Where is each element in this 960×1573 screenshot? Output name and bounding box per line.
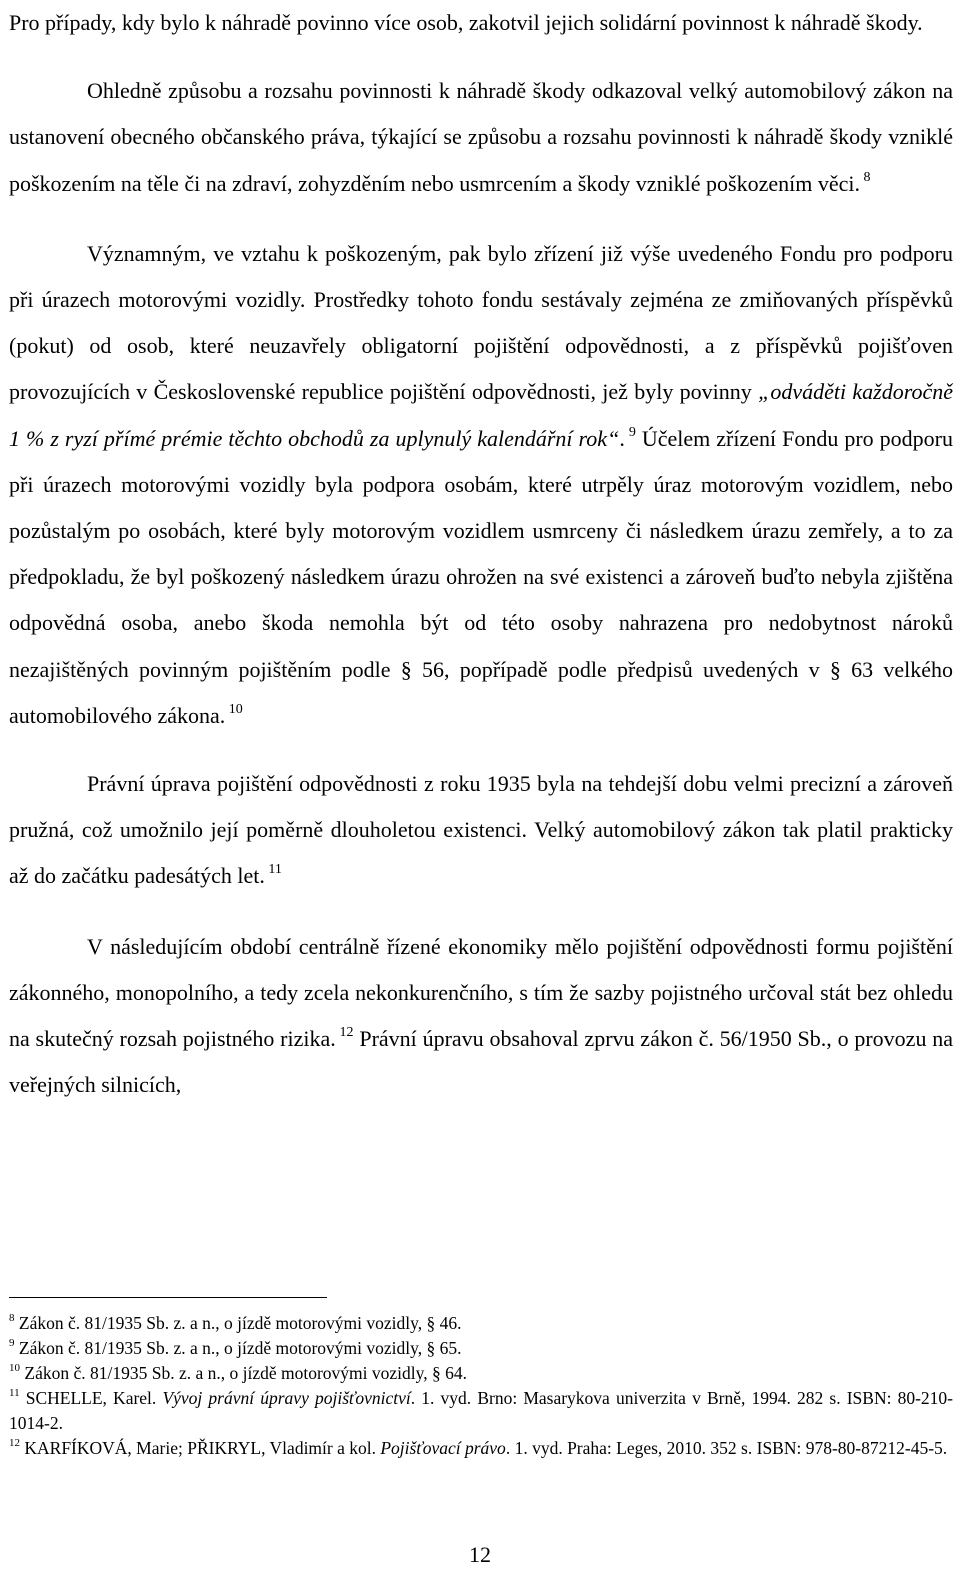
footnotes xyxy=(9,1311,953,1461)
text-run: Zákon č. 81/1935 Sb. z. a n., o jízdě motorovými vozidly, § 46. xyxy=(14,1313,462,1333)
text-run: KARFÍKOVÁ, Marie; PŘIKRYL, Vladimír a kol. xyxy=(20,1438,381,1458)
footnote xyxy=(9,1436,953,1461)
footnote-number: 11 xyxy=(9,1387,20,1399)
paragraph xyxy=(9,761,953,900)
paragraph xyxy=(9,68,953,207)
footnote-ref: 10 xyxy=(225,701,243,717)
footnote xyxy=(9,1361,953,1386)
text-run: Zákon č. 81/1935 Sb. z. a n., o jízdě motorovými vozidly, § 64. xyxy=(20,1363,467,1383)
footnote-number: 12 xyxy=(9,1437,20,1449)
text-run: Ohledně způsobu a rozsahu povinnosti k náhradě škody odkazoval velký automobilový zákon na ustanovení obecného občanského práva, týkající se způsobu a rozsahu povinnosti k náhradě škody vzniklé poškozením na těle či na zdraví, zohyzděním nebo usmrcením a škody vzniklé poškozením věci. xyxy=(9,78,953,196)
page-number: 12 xyxy=(469,1542,491,1567)
text-run: SCHELLE, Karel. xyxy=(19,1388,163,1408)
paragraph xyxy=(9,0,953,46)
text-run: Právní úpravu obsahoval zprvu zákon č. 56/1950 Sb., o provozu na veřejných silnicích, xyxy=(9,1026,953,1098)
text-run: V následujícím období centrálně řízené ekonomiky mělo pojištění odpovědnosti formu pojištění zákonného, monopolního, a tedy zcela nekonkurenčního, s tím že sazby pojistného určoval stát bez ohledu na skutečný rozsah pojistného rizika. xyxy=(9,933,953,1052)
footnote-separator xyxy=(9,1297,327,1298)
italic-text: „odváděti každoročně 1 % z ryzí přímé prémie těchto obchodů za uplynulý kalendářní rok“ xyxy=(9,379,953,451)
text-run: Pro případy, kdy bylo k náhradě povinno více osob, zakotvil jejich solidární povinnost k náhradě škody. xyxy=(9,10,923,35)
paragraph xyxy=(9,924,953,1109)
footnote-ref: 12 xyxy=(335,1025,354,1041)
footnote-ref: 8 xyxy=(860,169,871,185)
text-run: . xyxy=(619,425,625,451)
footnote-number: 8 xyxy=(9,1312,15,1324)
italic-text: Pojišťovací právo xyxy=(380,1438,506,1458)
text-run: Právní úprava pojištění odpovědnosti z roku 1935 byla na tehdejší dobu velmi precizní a zároveň pružná, což umožnilo její poměrně dlouholetou existenci. Velký automobilový zákon tak platil prakticky až do začátku padesátých let. xyxy=(9,771,953,889)
footnote-ref: 11 xyxy=(264,862,282,878)
footnote xyxy=(9,1386,953,1436)
text-run: Účelem zřízení Fondu pro podporu při úrazech motorovými vozidly byla podpora osobám, které utrpěly úraz motorovým vozidlem, nebo pozůstalým po osobách, které byly motorovým vozidlem usmrceny či následkem úrazu zemřely, a to za předpokladu, že byl poškozený následkem úrazu ohrožen na své existenci a zároveň buďto nebyla zjištěna odpovědná osoba, anebo škoda nemohla být od této osoby nahrazena pro nedobytnost nároků nezajištěných povinným pojištěním podle § 56, popřípadě podle předpisů uvedených v § 63 velkého automobilového zákona. xyxy=(9,425,954,728)
text-run: . 1. vyd. Brno: Masarykova univerzita v Brně, 1994. 282 s. ISBN: 80-210-1014-2. xyxy=(9,1388,954,1433)
footnote xyxy=(9,1311,953,1336)
paragraph xyxy=(9,231,953,739)
italic-text: Vývoj právní úpravy pojišťovnictví xyxy=(162,1388,411,1408)
text-run: Zákon č. 81/1935 Sb. z. a n., o jízdě motorovými vozidly, § 65. xyxy=(14,1338,462,1358)
footnote-number: 10 xyxy=(9,1362,20,1374)
body-text xyxy=(9,0,953,1108)
text-run: Významným, ve vztahu k poškozeným, pak bylo zřízení již výše uvedeného Fondu pro podporu při úrazech motorovými vozidly. Prostředky tohoto fondu sestávaly zejména ze zmiňovaných příspěvků (pokut) od osob, které neuzavřely obligatorní pojištění odpovědnosti, a z příspěvků pojišťoven provozujících v Československé republice pojištění odpovědnosti, jež byly povinny xyxy=(9,240,953,405)
footnote-number: 9 xyxy=(9,1337,15,1349)
footnote xyxy=(9,1336,953,1361)
text-run: . 1. vyd. Praha: Leges, 2010. 352 s. ISBN: 978-80-87212-45-5. xyxy=(505,1438,948,1458)
footnote-ref: 9 xyxy=(624,424,636,440)
